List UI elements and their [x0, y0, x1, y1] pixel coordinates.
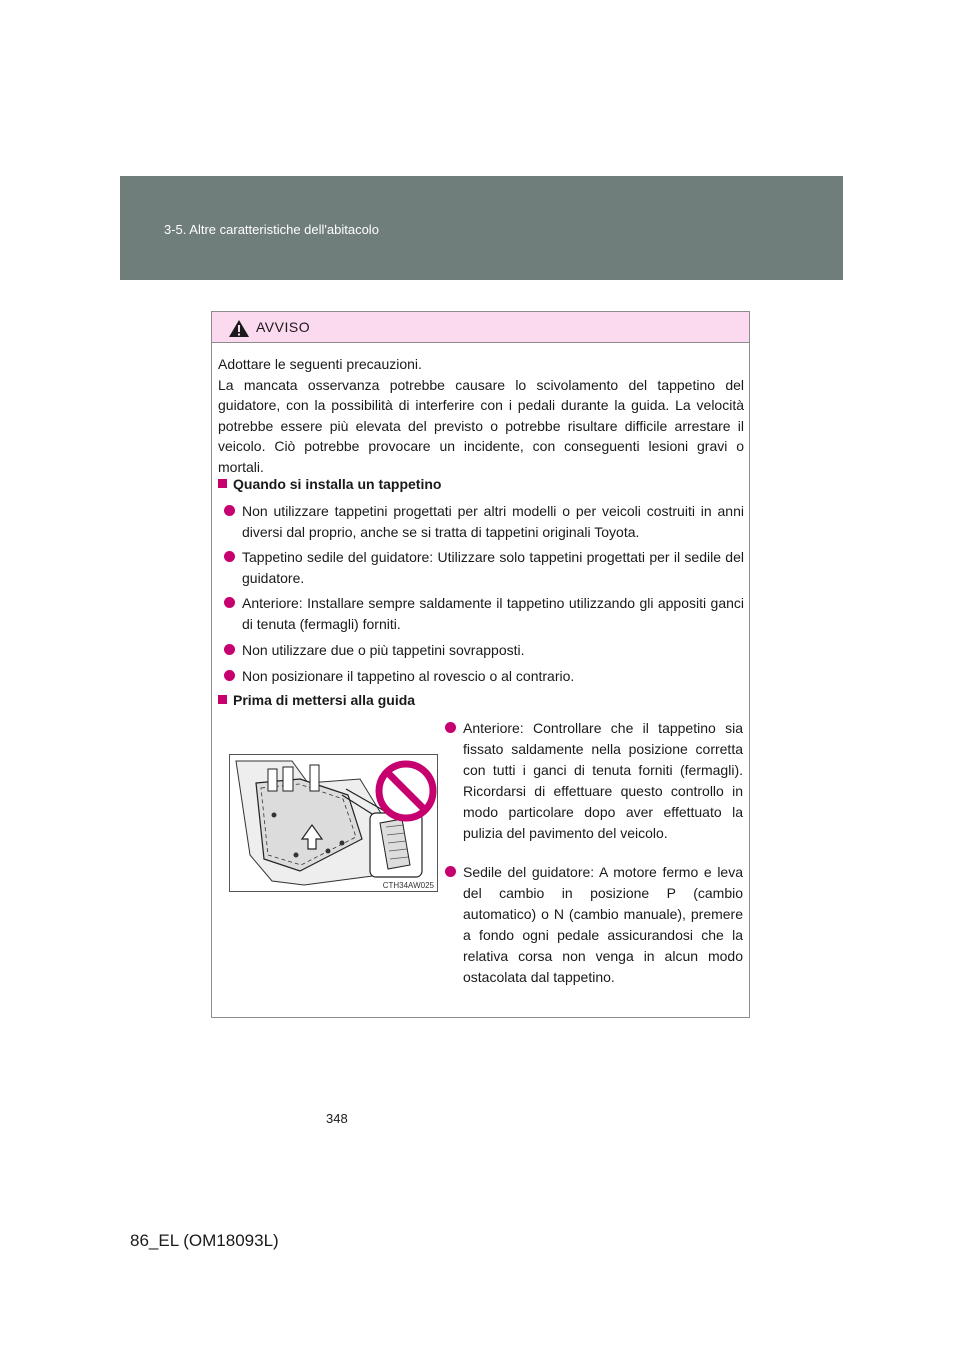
list-item	[224, 593, 744, 635]
list-item-text: Anteriore: Installare sempre saldamente il tappetino utilizzando gli appositi ganci di tenuta (fermagli) forniti.	[242, 595, 744, 632]
warning-header	[212, 312, 749, 343]
warning-intro	[218, 354, 744, 477]
round-bullet-icon	[224, 644, 235, 655]
illustration-code: CTH34AW025	[382, 881, 434, 890]
section-heading-text: Quando si installa un tappetino	[233, 476, 442, 492]
list-item-text: Non utilizzare due o più tappetini sovrapposti.	[242, 642, 525, 658]
section-header-band	[120, 176, 843, 280]
list-item	[445, 862, 743, 988]
warning-box	[211, 311, 750, 1018]
list-item	[224, 501, 744, 543]
round-bullet-icon	[445, 722, 456, 733]
round-bullet-icon	[445, 866, 456, 877]
intro-line-2: La mancata osservanza potrebbe causare lo scivolamento del tappetino del guidatore, con la possibilità di interferire con i pedali durante la guida. La velocità potrebbe essere più elevata del previsto o potrebbe risultare difficile arrestare il veicolo. Ciò potrebbe provocare un incidente, con conseguenti lesioni gravi o mortali.	[218, 376, 744, 475]
square-bullet-icon	[218, 695, 227, 704]
round-bullet-icon	[224, 670, 235, 681]
section-heading-before-driving	[218, 692, 415, 708]
list-item-text: Tappetino sedile del guidatore: Utilizzare solo tappetini progettati per il sedile del guidatore.	[242, 549, 744, 586]
list-item-text: Sedile del guidatore: A motore fermo e leva del cambio in posizione P (cambio automatico) o N (cambio manuale), premere a fondo ogni pedale assicurandosi che la relativa corsa non venga in alcun modo ostacolata dal tappetino.	[463, 864, 743, 985]
round-bullet-icon	[224, 597, 235, 608]
list-item-text: Anteriore: Controllare che il tappetino sia fissato saldamente nella posizione corretta con tutti i ganci di tenuta forniti (fermagli). Ricordarsi di effettuare questo controllo in modo particolare dopo aver effettuato la pulizia del pavimento del veicolo.	[463, 720, 743, 841]
section-heading-installing	[218, 476, 441, 492]
list-item	[224, 666, 744, 687]
list-item-text: Non utilizzare tappetini progettati per altri modelli o per veicoli costruiti in anni diversi dal proprio, anche se si tratta di tappetini originali Toyota.	[242, 503, 744, 540]
floor-mat-illustration	[229, 754, 438, 892]
floor-mat-drawing	[230, 755, 437, 891]
document-code: 86_EL (OM18093L)	[130, 1231, 279, 1250]
section-title: 3-5. Altre caratteristiche dell'abitacolo	[164, 222, 379, 237]
list-item	[224, 547, 744, 589]
list-item	[445, 718, 743, 844]
list-item	[224, 640, 744, 661]
square-bullet-icon	[218, 479, 227, 488]
warning-triangle-icon	[228, 319, 250, 338]
round-bullet-icon	[224, 551, 235, 562]
round-bullet-icon	[224, 505, 235, 516]
page-number: 348	[326, 1111, 348, 1126]
warning-title: AVVISO	[256, 319, 311, 335]
section-heading-text: Prima di mettersi alla guida	[233, 692, 416, 708]
list-item-text: Non posizionare il tappetino al rovescio o al contrario.	[242, 668, 575, 684]
intro-line-1: Adottare le seguenti precauzioni.	[218, 356, 422, 372]
